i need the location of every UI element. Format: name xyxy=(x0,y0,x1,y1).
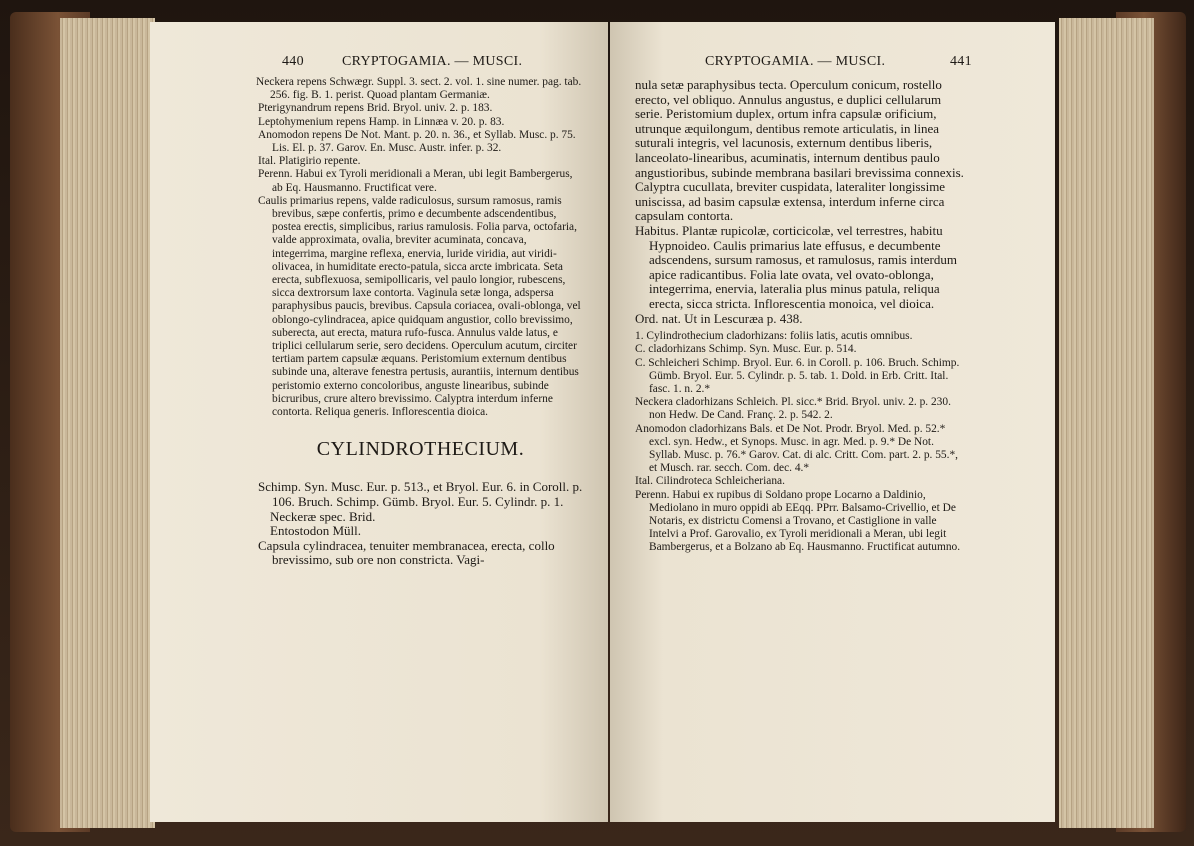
genus-reference: Neckeræ spec. Brid. xyxy=(270,508,376,524)
left-running-head: CRYPTOGAMIA. — MUSCI. xyxy=(342,54,523,69)
right-page-body xyxy=(635,78,965,555)
species-heading: 1. Cylindrothecium cladorhizans: foliis latis, acutis omnibus. xyxy=(635,330,913,343)
synonym-line: Anomodon repens De Not. Mant. p. 20. n. 36., et Syllab. Musc. p. 75. Lis. El. p. 37. Garov. En. Musc. Austr. infer. p. 32. xyxy=(258,128,576,155)
habitus: Habitus. Plantæ rupicolæ, corticicolæ, vel terrestres, habitu Hypnoideo. Caulis primarius late effusus, e decumbente adscendens, sursum ramosus, et ramulosus, ramis interdum apice radicantibus. Folia late ovata, vel ovato-oblonga, integerrima, enervia, lateralia plus minus patula, reliqua erecta, sicca stricta. Inflorescentia monoica, vel dioica. xyxy=(635,222,957,311)
genus-reference: Entostodon Müll. xyxy=(270,523,362,539)
habitat-note: Perenn. Habui ex Tyroli meridionali a Meran, ubi legit Bambergerus, ab Eq. Hausmanno. Fructificat vere. xyxy=(258,168,573,194)
species-synonym: Anomodon cladorhizans Bals. et De Not. Prodr. Bryol. Med. p. 52.* excl. syn. Hedw., et Synops. Musc. in agr. Med. p. 9.* De Not. Syllab. Musc. p. 76.* Garov. Cat. di alc. Critt. Com. part. 2. p. 55.*, et Musch. rar. secch. Com. dec. 4.* xyxy=(635,422,958,475)
species-synonym: C. cladorhizans Schimp. Syn. Musc. Eur. p. 514. xyxy=(635,343,857,356)
right-page-edges xyxy=(1059,18,1154,828)
left-page-number: 440 xyxy=(282,54,304,69)
genus-description-cont: nula setæ paraphysibus tecta. Operculum conicum, rostello erecto, vel obliquo. Annulus angustus, e duplici cellularum serie. Peristomium duplex, ortum infra capsulæ orificium, utrunque æquilongum, dentibus remote articulatis, in linea suturali integris, vel lacunosis, externum dentibus liberis, lanceolato-linearibus, acuminatis, internum dentibus paulo angustioribus, subinde membrana basilari brevissima connexis. Calyptra cucullata, breviter cuspidata, lateraliter longissime uniscissa, ad basim capsulæ extensa, interdum inferne circa capsulam contorta. xyxy=(635,77,964,224)
right-page-number: 441 xyxy=(950,54,972,69)
species-description: Caulis primarius repens, valde radiculosus, sursum ramosus, ramis brevibus, sæpe confertis, primo e decumbente adscendentibus, postea erectis, simplicibus, rarius ramulosis. Folia parva, octofaria, valde approximata, ovalia, breviter acuminata, concava, integerrima, margine reflexa, enervia, luride viridia, aut viridi-olivacea, in humiditate erecto-patula, sicca arcte imbricata. Seta erecta, subflexuosa, semipollicaris, vel paulo longior, rubescens, sicca dextrorsum laxe contorta. Vaginula setæ longa, adspersa paraphysibus paucis, brevibus. Capsula coriacea, ovali-oblonga, vel oblongo-cylindracea, apice quidquam angustior, collo brevissimo, suberecta, aut erecta, matura rufo-fusca. Annulus valde latus, e triplici cellularum serie, sero decidens. Operculum acutum, circiter tertiam partem capsulæ æquans. Peristomium externum dentibus subinde una, alterave fenestra pertusis, aurantiis, internum dentibus peristomio externo concoloribus, anguste linearibus, subinde bicruribus, crure altero brevissimo. Calyptra interdum inferne contorta. Reliqua generis. Inflorescentia dioica. xyxy=(258,194,581,419)
section-title: CYLINDROTHECIUM. xyxy=(316,438,525,461)
synonym-line: Pterigynandrum repens Brid. Bryol. univ. 2. p. 183. xyxy=(258,102,493,115)
species-synonym: Neckera cladorhizans Schleich. Pl. sicc.* Brid. Bryol. univ. 2. p. 230. non Hedw. De Cand. Franç. 2. p. 542. 2. xyxy=(635,396,951,422)
right-running-head: CRYPTOGAMIA. — MUSCI. xyxy=(705,54,886,69)
species-synonym: C. Schleicheri Schimp. Bryol. Eur. 6. in Coroll. p. 106. Bruch. Schimp. Gümb. Bryol. Eur. 5. Cylindr. p. 5. tab. 1. Dold. in Erb. Critt. Ital. fasc. 1. n. 2.* xyxy=(635,356,960,395)
habitat-note: Perenn. Habui ex rupibus di Soldano prope Locarno a Daldinio, Mediolano in muro oppidi ab EEqq. PPrr. Balsamo-Crivellio, et De Notaris, ex districtu Comensi a Trovano, et Castiglione in valle Intelvi a Prof. Garovalio, ex Tyroli meridionali a Meran, ubi legit Bambergerus, et a Bolzano ab Eq. Hausmanno. Fructificat autumno. xyxy=(635,488,961,554)
genus-reference: Schimp. Syn. Musc. Eur. p. 513., et Bryol. Eur. 6. in Coroll. p. 106. Bruch. Schimp. Gümb. Bryol. Eur. 5. Cylindr. p. 1. xyxy=(258,479,583,510)
italian-name: Ital. Platigirio repente. xyxy=(258,155,361,168)
left-page-body xyxy=(258,76,583,568)
italian-name: Ital. Cilindroteca Schleicheriana. xyxy=(635,475,785,488)
synonym-line: Neckera repens Schwægr. Suppl. 3. sect. 2. vol. 1. sine numer. pag. tab. 256. fig. B. 1. perist. Quoad plantam Germaniæ. xyxy=(256,76,582,102)
synonym-line: Leptohymenium repens Hamp. in Linnæa v. 20. p. 83. xyxy=(258,115,505,128)
genus-description: Capsula cylindracea, tenuiter membranacea, erecta, collo brevissimo, sub ore non constricta. Vagi- xyxy=(258,537,555,568)
left-page-edges xyxy=(60,18,155,828)
ordo-naturalis: Ord. nat. Ut in Lescuræa p. 438. xyxy=(635,310,803,326)
